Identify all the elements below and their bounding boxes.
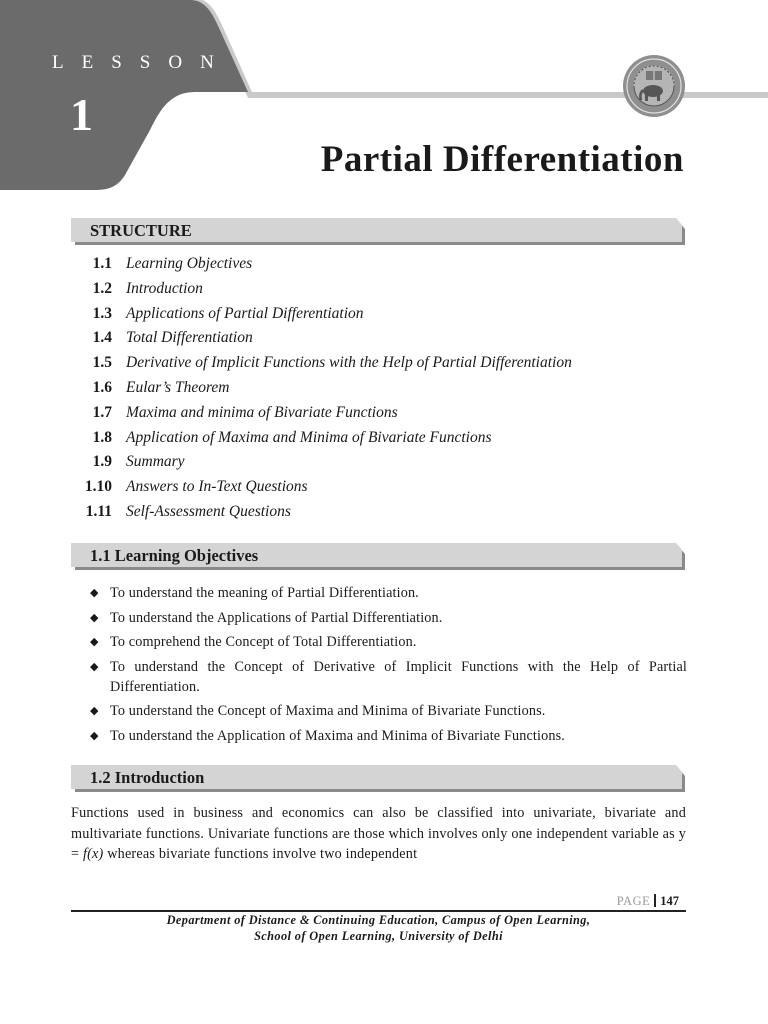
objective-text: To understand the meaning of Partial Differentiation.: [110, 585, 419, 601]
list-item: [90, 632, 687, 652]
objective-text: To comprehend the Concept of Total Differentiation.: [110, 634, 417, 651]
item-number: 1.8: [92, 428, 112, 446]
list-item: [72, 429, 692, 454]
list-item: [72, 305, 692, 330]
list-item: [90, 583, 687, 603]
intro-text-end: whereas bivariate functions involve two independent: [103, 846, 418, 862]
item-number: 1.4: [92, 329, 112, 347]
item-number: 1.7: [92, 403, 112, 421]
list-item: [72, 478, 692, 503]
objective-text: To understand the Concept of Maxima and Minima of Bivariate Functions.: [110, 703, 546, 720]
item-number: 1.3: [92, 304, 112, 322]
item-number: 1.11: [85, 502, 112, 520]
item-number: 1.10: [84, 478, 112, 496]
page-number-block: [617, 894, 679, 909]
structure-heading: STRUCTURE: [90, 221, 192, 240]
list-item: [72, 404, 692, 429]
list-item: [90, 726, 687, 746]
objective-text: To understand the Application of Maxima and Minima of Bivariate Functions.: [110, 727, 565, 744]
item-number: 1.9: [92, 453, 112, 471]
objectives-heading: 1.1 Learning Objectives: [90, 546, 259, 565]
item-number: 1.1: [92, 255, 112, 272]
item-number: 1.6: [92, 378, 112, 396]
list-item: [90, 701, 687, 721]
objectives-list: [90, 583, 687, 751]
item-text: Introduction: [126, 279, 203, 297]
item-text: Derivative of Implicit Functions with the Help of Partial Differentiation: [126, 354, 572, 372]
structure-list: [72, 255, 692, 528]
item-text: Total Differentiation: [126, 329, 253, 347]
page-title: Partial Differentiation: [320, 139, 684, 180]
footer-university: School of Open Learning, University of Delhi: [254, 929, 503, 943]
diamond-bullet-icon: ◆: [90, 729, 99, 742]
item-number: 1.2: [92, 279, 112, 297]
list-item: [72, 453, 692, 478]
list-item: [72, 255, 692, 280]
lesson-label: LESSON: [52, 52, 232, 73]
item-text: Maxima and minima of Bivariate Functions: [126, 403, 398, 421]
item-number: 1.5: [92, 354, 112, 372]
list-item: [72, 354, 692, 379]
diamond-bullet-icon: ◆: [90, 611, 99, 624]
list-item: [72, 280, 692, 305]
item-text: Answers to In-Text Questions: [126, 478, 308, 496]
item-text: Eular’s Theorem: [126, 378, 230, 396]
item-text: Self-Assessment Questions: [126, 502, 291, 520]
objective-text: To understand the Applications of Partial Differentiation.: [110, 609, 443, 626]
item-text: Learning Objectives: [126, 255, 253, 272]
diamond-bullet-icon: ◆: [90, 660, 99, 673]
lesson-number: 1: [70, 89, 93, 140]
footer-department: Department of Distance & Continuing Education, Campus of Open Learning,: [166, 913, 591, 927]
intro-math-fx: f(x): [82, 846, 104, 862]
list-item: [90, 657, 687, 697]
list-item: [72, 379, 692, 404]
structure-heading-bar: [71, 218, 687, 245]
item-text: Summary: [126, 453, 185, 471]
list-item: [90, 608, 687, 628]
list-item: [72, 329, 692, 354]
page-number: 147: [660, 894, 679, 908]
diamond-bullet-icon: ◆: [90, 587, 99, 599]
diamond-bullet-icon: ◆: [90, 705, 99, 718]
page-divider: [654, 894, 656, 907]
item-text: Application of Maxima and Minima of Bivariate Functions: [126, 428, 492, 446]
objective-text: To understand the Concept of Derivative of Implicit Functions with the Help of Partial Differentiation.: [110, 658, 687, 695]
diamond-bullet-icon: ◆: [90, 636, 99, 649]
item-text: Applications of Partial Differentiation: [126, 304, 364, 322]
intro-text-start: Functions used in business and economics can also be classified into univariate, bivariate and multivariate functions. Univariate functions are those which involves only one independent variable as y =: [71, 805, 686, 862]
page-label: PAGE: [616, 894, 651, 908]
university-seal-icon: [622, 54, 686, 118]
introduction-heading-bar: [71, 765, 687, 792]
objectives-heading-bar: [71, 543, 687, 570]
list-item: [72, 503, 692, 528]
introduction-paragraph: [71, 803, 686, 865]
footer-rule: [71, 910, 686, 912]
introduction-heading: 1.2 Introduction: [90, 768, 205, 787]
